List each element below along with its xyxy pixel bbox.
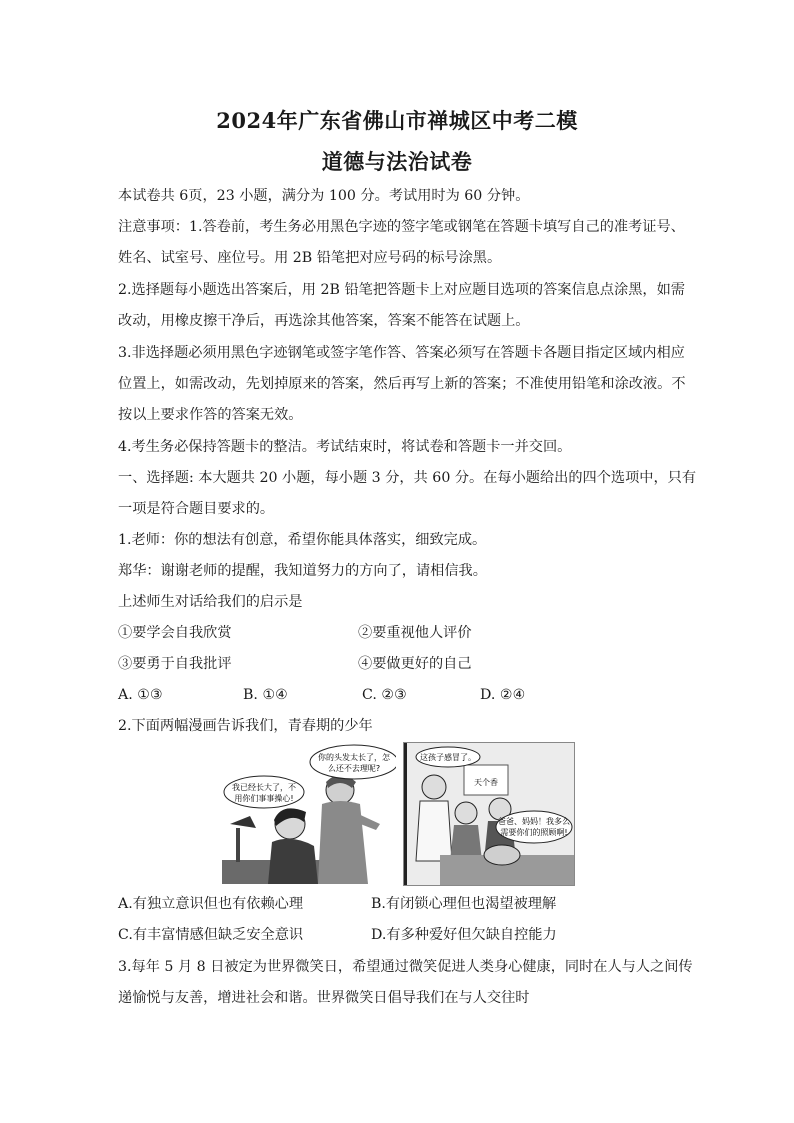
q2-option-c: C.有丰富情感但缺乏安全意识 — [118, 927, 304, 943]
instruction-line: 2.选择题每小题选出答案后，用 2B 铅笔把答题卡上对应题目选项的答案信息点涂黑，如需 — [118, 282, 685, 298]
bubble-text: 这孩子感冒了。 — [420, 753, 476, 762]
bubble-text: 么还不去理呢? — [327, 764, 381, 773]
instruction-line: 按以上要求作答的答案无效。 — [118, 407, 303, 423]
bubble-text: 爸爸、妈妈！我多么 — [498, 817, 570, 826]
question-3-stem: 递愉悦与友善，增进社会和谐。世界微笑日倡导我们在与人交往时 — [118, 990, 530, 1006]
question-1-dialogue: 郑华：谢谢老师的提醒，我知道努力的方向了，请相信我。 — [118, 563, 487, 579]
bubble-text: 我已经长大了，不 — [232, 783, 296, 792]
speech-bubble — [224, 776, 304, 808]
q2-option-b: B.有闭锁心理但也渴望被理解 — [371, 896, 557, 912]
instruction-line: 3.非选择题必须用黑色字迹钢笔或签字笔作答、答案必须写在答题卡各题目指定区域内相应 — [118, 345, 685, 361]
q1-item: ④要做更好的自己 — [358, 656, 472, 672]
exam-subtitle: 道德与法治试卷 — [321, 149, 473, 174]
instruction-line: 注意事项：1.答卷前，考生务必用黑色字迹的签字笔或钢笔在答题卡填写自己的准考证号、 — [118, 219, 685, 235]
q1-item: ②要重视他人评价 — [358, 625, 472, 641]
comic-right-panel — [403, 742, 575, 886]
bubble-text: 你的头发太长了，怎 — [318, 753, 390, 762]
question-1-stem: 上述师生对话给我们的启示是 — [118, 594, 303, 610]
wall-sign: 天个香 — [474, 778, 498, 787]
section-heading: 一、选择题: 本大题共 20 小题，每小题 3 分，共 60 分。在每小题给出的四个选项中，只有 — [118, 470, 697, 486]
speech-bubble — [496, 811, 572, 843]
question-1-dialogue: 1.老师：你的想法有创意，希望你能具体落实，细致完成。 — [118, 532, 487, 548]
instruction-line: 4.考生务必保持答题卡的整洁。考试结束时，将试卷和答题卡一并交回。 — [118, 439, 572, 455]
q1-choice-d: D. ②④ — [480, 687, 526, 703]
q1-item: ③要勇于自我批评 — [118, 656, 232, 672]
q2-option-a: A.有独立意识但也有依赖心理 — [118, 896, 304, 912]
instruction-line: 改动，用橡皮擦干净后，再选涂其他答案，答案不能答在试题上。 — [118, 313, 530, 329]
q1-choice-b: B. ①④ — [243, 687, 288, 703]
instruction-line: 位置上，如需改动，先划掉原来的答案，然后再写上新的答案；不准使用铅笔和涂改液。不 — [118, 376, 686, 392]
q1-item: ①要学会自我欣赏 — [118, 625, 232, 641]
speech-bubble — [310, 745, 396, 779]
comic-left-panel — [222, 742, 396, 884]
q1-choice-a: A. ①③ — [118, 687, 163, 703]
bubble-text: 需要你们的照顾啊! — [500, 828, 568, 837]
question-3-stem: 3.每年 5 月 8 日被定为世界微笑日，希望通过微笑促进人类身心健康，同时在人与人之间传 — [118, 959, 693, 975]
bubble-text: 用你们事事操心! — [234, 794, 294, 803]
section-heading: 一项是符合题目要求的。 — [118, 501, 275, 517]
instruction-line: 姓名、试室号、座位号。用 2B 铅笔把对应号码的标号涂黑。 — [118, 250, 502, 266]
instruction-line: 本试卷共 6页，23 小题，满分为 100 分。考试用时为 60 分钟。 — [118, 188, 530, 204]
question-2-stem: 2.下面两幅漫画告诉我们，青春期的少年 — [118, 718, 373, 734]
exam-title: 2024年广东省佛山市禅城区中考二模 — [216, 108, 578, 133]
q1-choice-c: C. ②③ — [362, 687, 407, 703]
q2-option-d: D.有多种爱好但欠缺自控能力 — [371, 927, 557, 943]
